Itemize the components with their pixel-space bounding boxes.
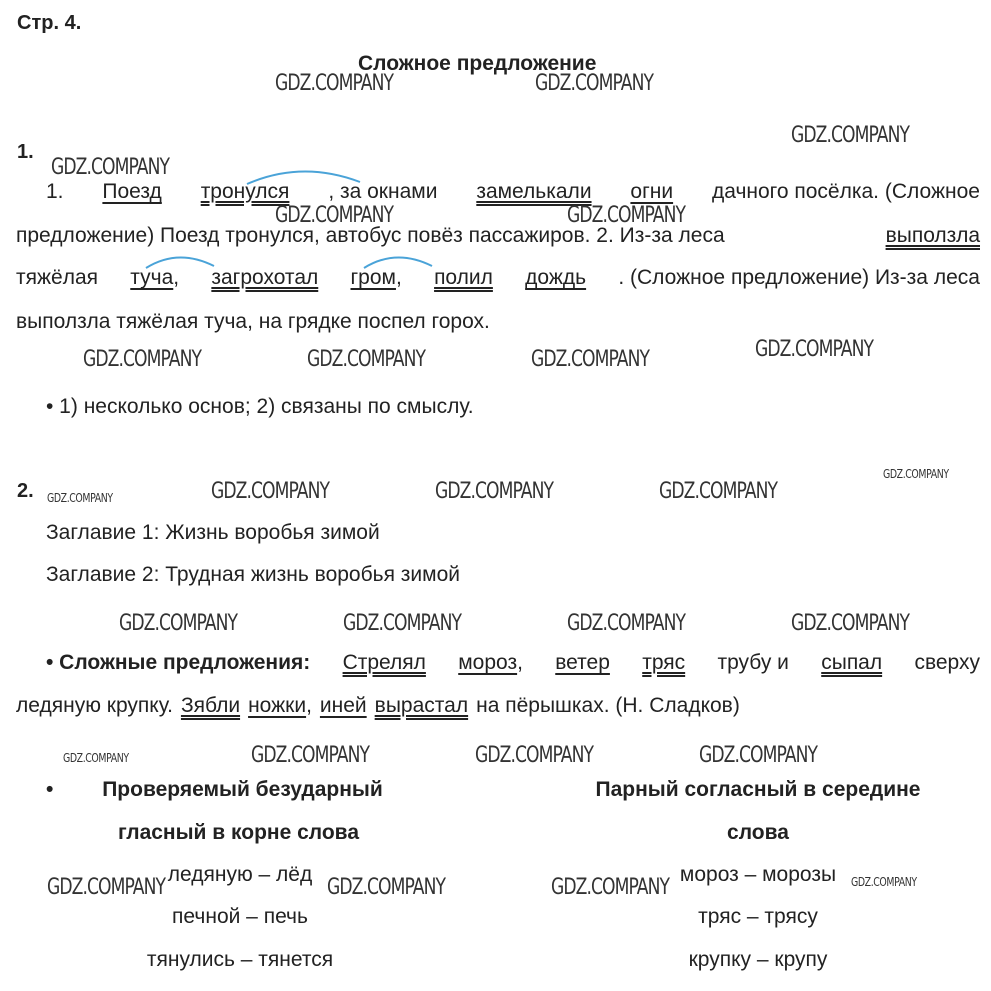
text-fragment: трубу и — [717, 651, 789, 674]
watermark: GDZ.COMPANY — [47, 875, 166, 900]
watermark: GDZ.COMPANY — [791, 611, 910, 636]
predicate-word: замелькали — [476, 180, 592, 203]
watermark: GDZ.COMPANY — [251, 743, 370, 768]
bullet: • — [46, 778, 54, 801]
subject-word: туча — [130, 266, 174, 289]
subject-word: иней — [319, 694, 367, 717]
subject-word: мороз — [458, 651, 518, 674]
watermark: GDZ.COMPANY — [791, 123, 910, 148]
text-fragment: дачного посёлка. (Сложное — [711, 180, 980, 203]
watermark: GDZ.COMPANY — [83, 347, 202, 372]
watermark: GDZ.COMPANY — [211, 479, 330, 504]
column2-heading: Парный согласный в середине — [595, 778, 921, 801]
column2-heading: слова — [727, 821, 789, 844]
text-fragment: сверху — [914, 651, 980, 674]
subject-word: ножки — [248, 694, 307, 717]
predicate-word: загрохотал — [211, 266, 319, 289]
subject-word: огни — [630, 180, 674, 203]
text-fragment: , за окнами — [328, 180, 438, 203]
predicate-word: Стрелял — [342, 651, 426, 674]
predicate-word: Зябли — [180, 694, 241, 717]
text-fragment: на пёрышках. (Н. Сладков) — [476, 694, 740, 717]
column1-heading: Проверяемый безударный — [102, 778, 383, 801]
watermark: GDZ.COMPANY — [551, 875, 670, 900]
page-title: Сложное предложение — [358, 52, 597, 75]
task2-sentences-line2 — [16, 694, 980, 718]
watermark: GDZ.COMPANY — [51, 155, 170, 180]
text-fragment: тяжёлая — [16, 266, 99, 289]
subject-word: ветер — [555, 651, 610, 674]
subject-group: мороз, — [458, 651, 523, 674]
watermark: GDZ.COMPANY — [435, 479, 554, 504]
predicate-word: выползла — [885, 224, 980, 247]
predicate-word: тряс — [642, 651, 686, 674]
task2-number: 2. — [17, 480, 34, 502]
predicate-word: полил — [434, 266, 493, 289]
root-arc — [144, 252, 216, 270]
subject-group: туча, — [130, 266, 180, 289]
watermark: GDZ.COMPANY — [343, 611, 462, 636]
watermark: GDZ.COMPANY — [567, 203, 686, 228]
watermark: GDZ.COMPANY — [307, 347, 426, 372]
list-item: тянулись – тянется — [146, 948, 334, 971]
task1-line2 — [16, 224, 980, 248]
title-option-1: Заглавие 1: Жизнь воробья зимой — [46, 521, 380, 544]
watermark: GDZ.COMPANY — [699, 743, 818, 768]
watermark: GDZ.COMPANY — [659, 479, 778, 504]
list-item: тряс – трясу — [698, 905, 818, 928]
root-arc — [362, 252, 434, 270]
sentence-number: 1. — [46, 180, 64, 203]
watermark: GDZ.COMPANY — [475, 743, 594, 768]
task1-answer: • 1) несколько основ; 2) связаны по смыслу. — [46, 395, 474, 418]
watermark: GDZ.COMPANY — [275, 203, 394, 228]
text-fragment: ледяную крупку. — [16, 694, 173, 717]
watermark: GDZ.COMPANY — [883, 467, 949, 481]
predicate-word: сыпал — [821, 651, 883, 674]
subject-group: гром, — [350, 266, 402, 289]
predicate-word: вырастал — [374, 694, 469, 717]
page-label: Стр. 4. — [17, 12, 82, 34]
title-option-2: Заглавие 2: Трудная жизнь воробья зимой — [46, 563, 460, 586]
watermark: GDZ.COMPANY — [851, 875, 917, 889]
root-arc — [244, 166, 364, 186]
list-item: крупку – крупу — [688, 948, 828, 971]
watermark: GDZ.COMPANY — [63, 751, 129, 765]
subject-word: дождь — [525, 266, 587, 289]
watermark: GDZ.COMPANY — [567, 611, 686, 636]
watermark: GDZ.COMPANY — [275, 71, 394, 96]
list-item: печной – печь — [172, 905, 308, 928]
watermark: GDZ.COMPANY — [327, 875, 446, 900]
column1-heading: гласный в корне слова — [118, 821, 359, 844]
task2-sentences-line1 — [46, 651, 980, 675]
watermark: GDZ.COMPANY — [535, 71, 654, 96]
predicate-word: тронулся — [200, 180, 290, 203]
task1-line4: выползла тяжёлая туча, на грядке поспел горох. — [16, 310, 490, 333]
subject-word: Поезд — [102, 180, 162, 203]
text-fragment: . (Сложное предложение) Из-за леса — [618, 266, 980, 289]
task1-number: 1. — [17, 141, 34, 163]
text-fragment: предложение) Поезд тронулся, автобус повёз пассажиров. 2. Из-за леса — [16, 224, 725, 247]
list-item: мороз – морозы — [679, 863, 837, 886]
predicate-group — [211, 266, 318, 290]
watermark: GDZ.COMPANY — [531, 347, 650, 372]
watermark: GDZ.COMPANY — [119, 611, 238, 636]
watermark: GDZ.COMPANY — [755, 337, 874, 362]
subject-word: гром — [350, 266, 396, 289]
task1-line1 — [46, 180, 980, 204]
watermark: GDZ.COMPANY — [47, 491, 113, 505]
subject-group: ножки, — [248, 694, 312, 717]
list-item: ледяную – лёд — [167, 863, 313, 886]
bold-lead: • Сложные предложения: — [46, 651, 311, 674]
